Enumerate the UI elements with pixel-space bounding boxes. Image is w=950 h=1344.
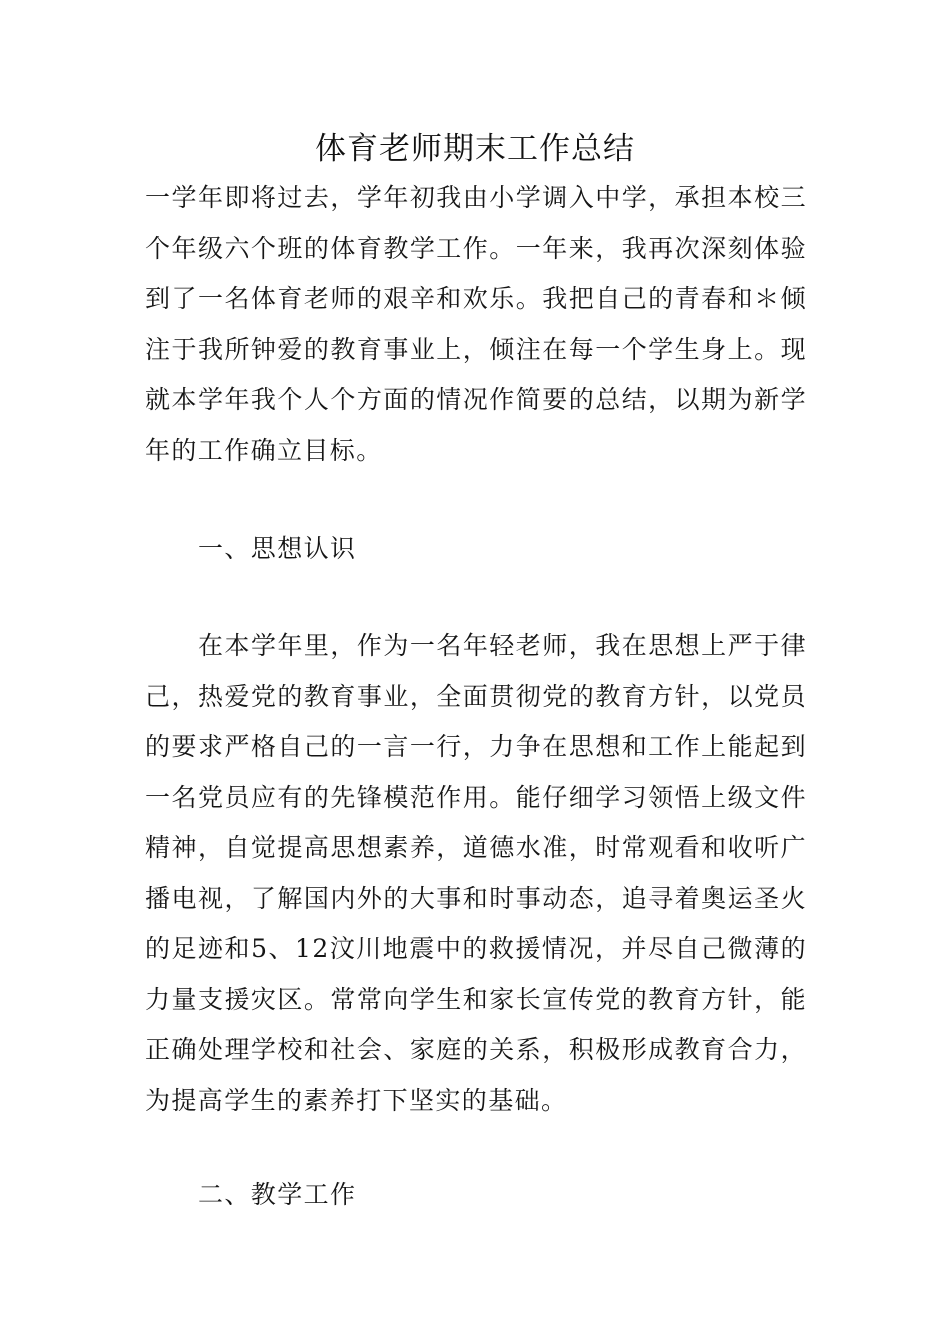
section-heading-thought: 一、思想认识 — [198, 534, 357, 563]
intro-paragraph: 一学年即将过去，学年初我由小学调入中学，承担本校三个年级六个班的体育教学工作。一年来，我再次深刻体验到了一名体育老师的艰辛和欢乐。我把自己的青春和＊倾注于我所钟爱的教育事业上，倾注在每一个学生身上。现就本学年我个人个方面的情况作简要的总结，以期为新学年的工作确立目标。 — [145, 183, 807, 465]
section-paragraph-thought: 在本学年里，作为一名年轻老师，我在思想上严于律己，热爱党的教育事业，全面贯彻党的教育方针，以党员的要求严格自己的一言一行，力争在思想和工作上能起到一名党员应有的先锋模范作用。能仔细学习领悟上级文件精神，自觉提高思想素养，道德水准，时常观看和收听广播电视，了解国内外的大事和时事动态，追寻着奥运圣火的足迹和5、12汶川地震中的救援情况，并尽自己微薄的力量支援灾区。常常向学生和家长宣传党的教育方针，能正确处理学校和社会、家庭的关系，积极形成教育合力，为提高学生的素养打下坚实的基础。 — [145, 631, 807, 1115]
section-heading-teaching: 二、教学工作 — [198, 1180, 357, 1209]
document-title: 体育老师期末工作总结 — [315, 131, 635, 167]
